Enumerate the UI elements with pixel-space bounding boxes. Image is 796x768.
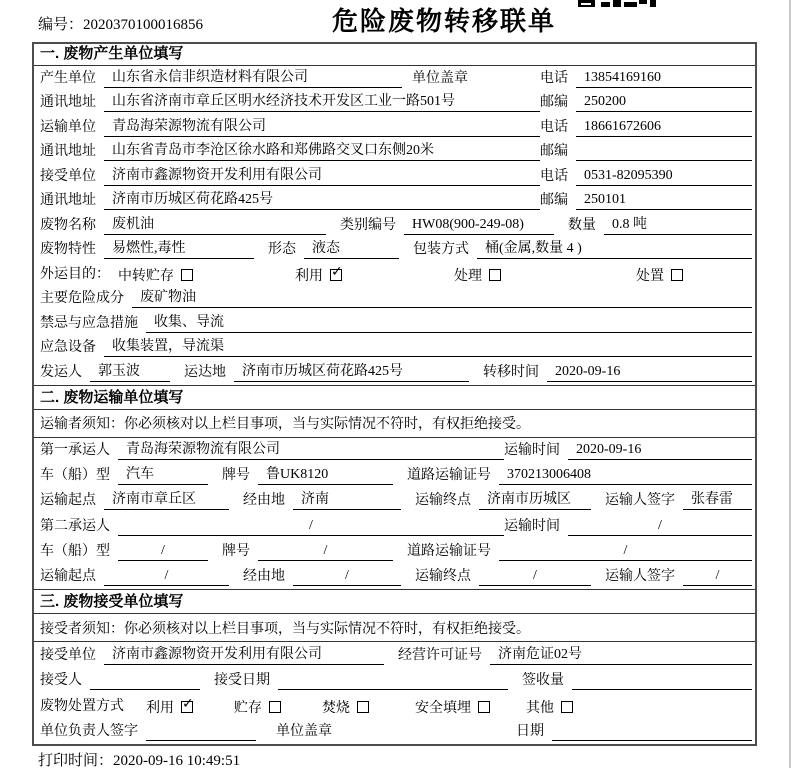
- destination-label: 运达地: [184, 364, 226, 380]
- main-hazard-label: 主要危险成分: [40, 291, 124, 306]
- taboo-measures-row: [34, 311, 755, 336]
- seal-label: 单位盖章: [276, 724, 332, 740]
- transporter-row: [34, 115, 755, 140]
- road-permit-label: 道路运输证号: [407, 468, 491, 484]
- checkbox-label: 利用: [295, 268, 323, 284]
- receiver-address-value: 济南市历城区荷花路425号: [104, 191, 540, 210]
- address-label: 通讯地址: [40, 95, 96, 110]
- checkbox-incineration: [357, 701, 369, 713]
- carrier1-road-permit-value: 370213006408: [499, 466, 752, 485]
- carrier2-label: 第二承运人: [40, 518, 110, 534]
- via-label: 经由地: [243, 493, 285, 509]
- carrier1-origin-value: 济南市章丘区: [104, 491, 229, 510]
- carrier2-via-value: /: [293, 567, 401, 586]
- carrier2-origin-value: /: [104, 567, 229, 586]
- checkbox-recycle: ✓: [331, 263, 343, 280]
- print-time: [38, 749, 240, 768]
- accept-date-value: [278, 671, 508, 690]
- carrier2-vehicle-value: /: [118, 542, 208, 561]
- transporter-phone-group: [540, 118, 752, 137]
- purpose-option-transfer-storage: [118, 266, 193, 284]
- phone-label: 电话: [540, 168, 568, 184]
- transporter-notice: 运输者须知：你必须核对以上栏目事项，当与实际情况不符时，有权拒绝接受。: [34, 410, 755, 438]
- zip-label: 邮编: [540, 193, 568, 208]
- plate-label: 牌号: [222, 468, 250, 484]
- accept-unit-label: 接受单位: [40, 647, 96, 663]
- road-permit-label: 道路运输证号: [407, 543, 491, 559]
- phone-label: 电话: [540, 119, 568, 135]
- waste-character-row: [34, 238, 755, 263]
- carrier1-time-group: [504, 441, 752, 460]
- carrier2-time-value: /: [568, 517, 752, 536]
- checkbox-disposal: [671, 269, 683, 281]
- equipment-value: 收集装置，导流渠: [104, 338, 752, 357]
- checkbox-storage: [269, 701, 281, 713]
- transfer-date-label: 转移时间: [483, 364, 539, 380]
- carrier1-vehicle-value: 汽车: [118, 466, 208, 485]
- purpose-label: 外运目的：: [40, 266, 110, 282]
- checkbox-label: 处理: [454, 268, 482, 284]
- manager-sign-value: [146, 722, 256, 741]
- carrier1-label: 第一承运人: [40, 442, 110, 458]
- producer-row: [34, 66, 755, 91]
- origin-label: 运输起点: [40, 569, 96, 585]
- waste-name-row: [34, 213, 755, 238]
- serial-value: 2020370100016856: [83, 17, 204, 33]
- acceptor-row: [34, 668, 755, 694]
- carrier2-row: [34, 513, 755, 538]
- receiver-phone-group: [540, 167, 752, 186]
- accept-unit-value: 济南市鑫源物资开发利用有限公司: [104, 646, 384, 665]
- transporter-sign-label: 运输人签字: [605, 493, 675, 509]
- transport-time-label: 运输时间: [504, 442, 560, 458]
- transporter-sign-label: 运输人签字: [605, 569, 675, 585]
- checkbox-label: 处置: [636, 268, 664, 284]
- disposal-option-storage: [234, 698, 281, 716]
- page-edge-line: [789, 0, 791, 768]
- carrier1-time-value: 2020-09-16: [568, 441, 752, 460]
- zip-label: 邮编: [540, 95, 568, 110]
- receiver-zip-value: 250101: [576, 191, 752, 210]
- carrier2-plate-value: /: [258, 542, 393, 561]
- producer-address-row: [34, 91, 755, 116]
- seal-label: 单位盖章: [412, 70, 468, 86]
- carrier1-vehicle-row: [34, 463, 755, 488]
- acceptor-value: [90, 671, 200, 690]
- purpose-row: [34, 262, 755, 287]
- producer-zip-group: [540, 93, 752, 112]
- checkbox-other: [561, 701, 573, 713]
- received-qty-label: 签收量: [522, 673, 564, 689]
- carrier2-end-value: /: [479, 567, 591, 586]
- receiver-row: [34, 164, 755, 189]
- transporter-value: 青岛海荣源物流有限公司: [104, 118, 540, 137]
- receiver-notice: 接受者须知：你必须核对以上栏目事项，当与实际情况不符时，有权拒绝接受。: [34, 614, 755, 642]
- carrier1-route-row: [34, 488, 755, 513]
- section3-header: 三. 废物接受单位填写: [34, 589, 755, 614]
- character-value: 易燃性,毒性: [104, 240, 254, 259]
- transporter-zip-value: [576, 142, 752, 161]
- producer-label: 产生单位: [40, 70, 96, 86]
- print-time-value: 2020-09-16 10:49:51: [113, 753, 241, 768]
- emergency-equipment-row: [34, 336, 755, 361]
- taboo-label: 禁忌与应急措施: [40, 315, 138, 331]
- checkbox-treatment: [489, 269, 501, 281]
- carrier1-sign-value: 张春雷: [683, 491, 752, 510]
- receiver-label: 接受单位: [40, 168, 96, 184]
- manager-sign-label: 单位负责人签字: [40, 724, 138, 740]
- receiver-phone-value: 0531-82095390: [576, 167, 752, 186]
- carrier1-plate-value: 鲁UK8120: [258, 466, 393, 485]
- end-label: 运输终点: [415, 493, 471, 509]
- transporter-zip-group: [540, 142, 752, 161]
- receiver-address-row: [34, 189, 755, 214]
- receiver-value: 济南市鑫源物资开发利用有限公司: [104, 167, 540, 186]
- waste-name-label: 废物名称: [40, 217, 96, 233]
- license-label: 经营许可证号: [398, 647, 482, 663]
- category-value: HW08(900-249-08): [404, 216, 554, 235]
- packing-value: 桶(金属,数量 4 ): [477, 240, 752, 259]
- disposal-option-landfill: [415, 698, 490, 716]
- via-label: 经由地: [243, 569, 285, 585]
- purpose-option-disposal: [636, 266, 683, 284]
- transporter-address-row: [34, 140, 755, 165]
- vehicle-type-label: 车（船）型: [40, 468, 110, 484]
- checkbox-label: 焚烧: [322, 700, 350, 716]
- disposal-label: 废物处置方式: [40, 698, 124, 714]
- address-label: 通讯地址: [40, 144, 96, 159]
- quantity-value: 0.8 吨: [604, 216, 752, 235]
- carrier2-time-group: [504, 517, 752, 536]
- carrier1-via-value: 济南: [293, 491, 401, 510]
- destination-value: 济南市历城区荷花路425号: [234, 363, 469, 382]
- print-time-label: 打印时间：: [38, 753, 114, 768]
- producer-phone-value: 13854169160: [576, 69, 752, 88]
- waste-name-value: 废机油: [104, 216, 326, 235]
- phone-label: 电话: [540, 70, 568, 86]
- checkbox-landfill: [478, 701, 490, 713]
- carrier1-value: 青岛海荣源物流有限公司: [118, 441, 504, 460]
- form-label: 形态: [268, 242, 296, 257]
- producer-address-value: 山东省济南市章丘区明水经济技术开发区工业一路501号: [104, 93, 540, 112]
- consignor-row: [34, 360, 755, 385]
- taboo-value: 收集、导流: [146, 314, 752, 333]
- carrier2-vehicle-row: [34, 539, 755, 564]
- purpose-option-treatment: [454, 266, 501, 284]
- checkbox-label: 安全填埋: [415, 700, 471, 716]
- consignor-label: 发运人: [40, 364, 82, 380]
- accept-unit-row: [34, 642, 755, 668]
- date-value: [552, 722, 752, 741]
- checkbox-label: 中转贮存: [118, 268, 174, 284]
- transfer-date-value: 2020-09-16: [547, 363, 752, 382]
- transporter-phone-value: 18661672606: [576, 118, 752, 137]
- producer-phone-group: [540, 69, 752, 88]
- producer-value: 山东省永信非织造材料有限公司: [104, 69, 402, 88]
- carrier2-sign-value: /: [683, 567, 752, 586]
- section1-header: 一. 废物产生单位填写: [34, 44, 755, 66]
- checkbox-label: 利用: [146, 700, 174, 716]
- main-hazard-value: 废矿物油: [132, 289, 752, 308]
- license-value: 济南危证02号: [490, 646, 752, 665]
- section2-header: 二. 废物运输单位填写: [34, 385, 755, 410]
- vehicle-type-label: 车（船）型: [40, 543, 110, 559]
- plate-label: 牌号: [222, 543, 250, 559]
- checkbox-label: 贮存: [234, 700, 262, 716]
- equipment-label: 应急设备: [40, 340, 96, 355]
- manager-sign-row: [34, 719, 755, 745]
- checkbox-transfer-storage: [181, 269, 193, 281]
- receiver-zip-group: [540, 191, 752, 210]
- page-title: 危险废物转移联单: [331, 6, 557, 36]
- carrier2-road-permit-value: /: [499, 542, 752, 561]
- address-label: 通讯地址: [40, 193, 96, 208]
- producer-zip-value: 250200: [576, 93, 752, 112]
- carrier1-row: [34, 438, 755, 463]
- transporter-address-value: 山东省青岛市李沧区徐水路和郑佛路交叉口东侧20米: [104, 142, 540, 161]
- received-qty-value: [572, 671, 752, 690]
- packing-label: 包装方式: [413, 242, 469, 257]
- manifest-form: [32, 42, 757, 746]
- form-value: 液态: [304, 240, 399, 259]
- serial-label: 编号：: [38, 17, 84, 33]
- carrier2-value: /: [118, 517, 504, 536]
- checkbox-label: 其他: [526, 700, 554, 716]
- accept-date-label: 接受日期: [214, 673, 270, 689]
- serial-number: [38, 13, 203, 34]
- date-label: 日期: [516, 724, 544, 740]
- checkbox-recycle: ✓: [182, 695, 194, 712]
- origin-label: 运输起点: [40, 493, 96, 509]
- disposal-method-row: [34, 693, 755, 719]
- zip-label: 邮编: [540, 144, 568, 159]
- category-label: 类别编号: [340, 217, 396, 233]
- quantity-label: 数量: [568, 217, 596, 233]
- consignor-value: 郭玉波: [90, 363, 170, 382]
- carrier1-end-value: 济南市历城区: [479, 491, 591, 510]
- transport-time-label: 运输时间: [504, 518, 560, 534]
- disposal-option-incineration: [322, 698, 369, 716]
- acceptor-label: 接受人: [40, 673, 82, 689]
- end-label: 运输终点: [415, 569, 471, 585]
- disposal-option-other: [526, 698, 573, 716]
- qr-code-fragment: [578, 0, 658, 7]
- main-hazard-row: [34, 287, 755, 312]
- carrier2-route-row: [34, 564, 755, 589]
- character-label: 废物特性: [40, 242, 96, 257]
- disposal-option-recycle: [146, 695, 194, 716]
- purpose-option-recycle: [295, 263, 343, 284]
- transporter-label: 运输单位: [40, 119, 96, 135]
